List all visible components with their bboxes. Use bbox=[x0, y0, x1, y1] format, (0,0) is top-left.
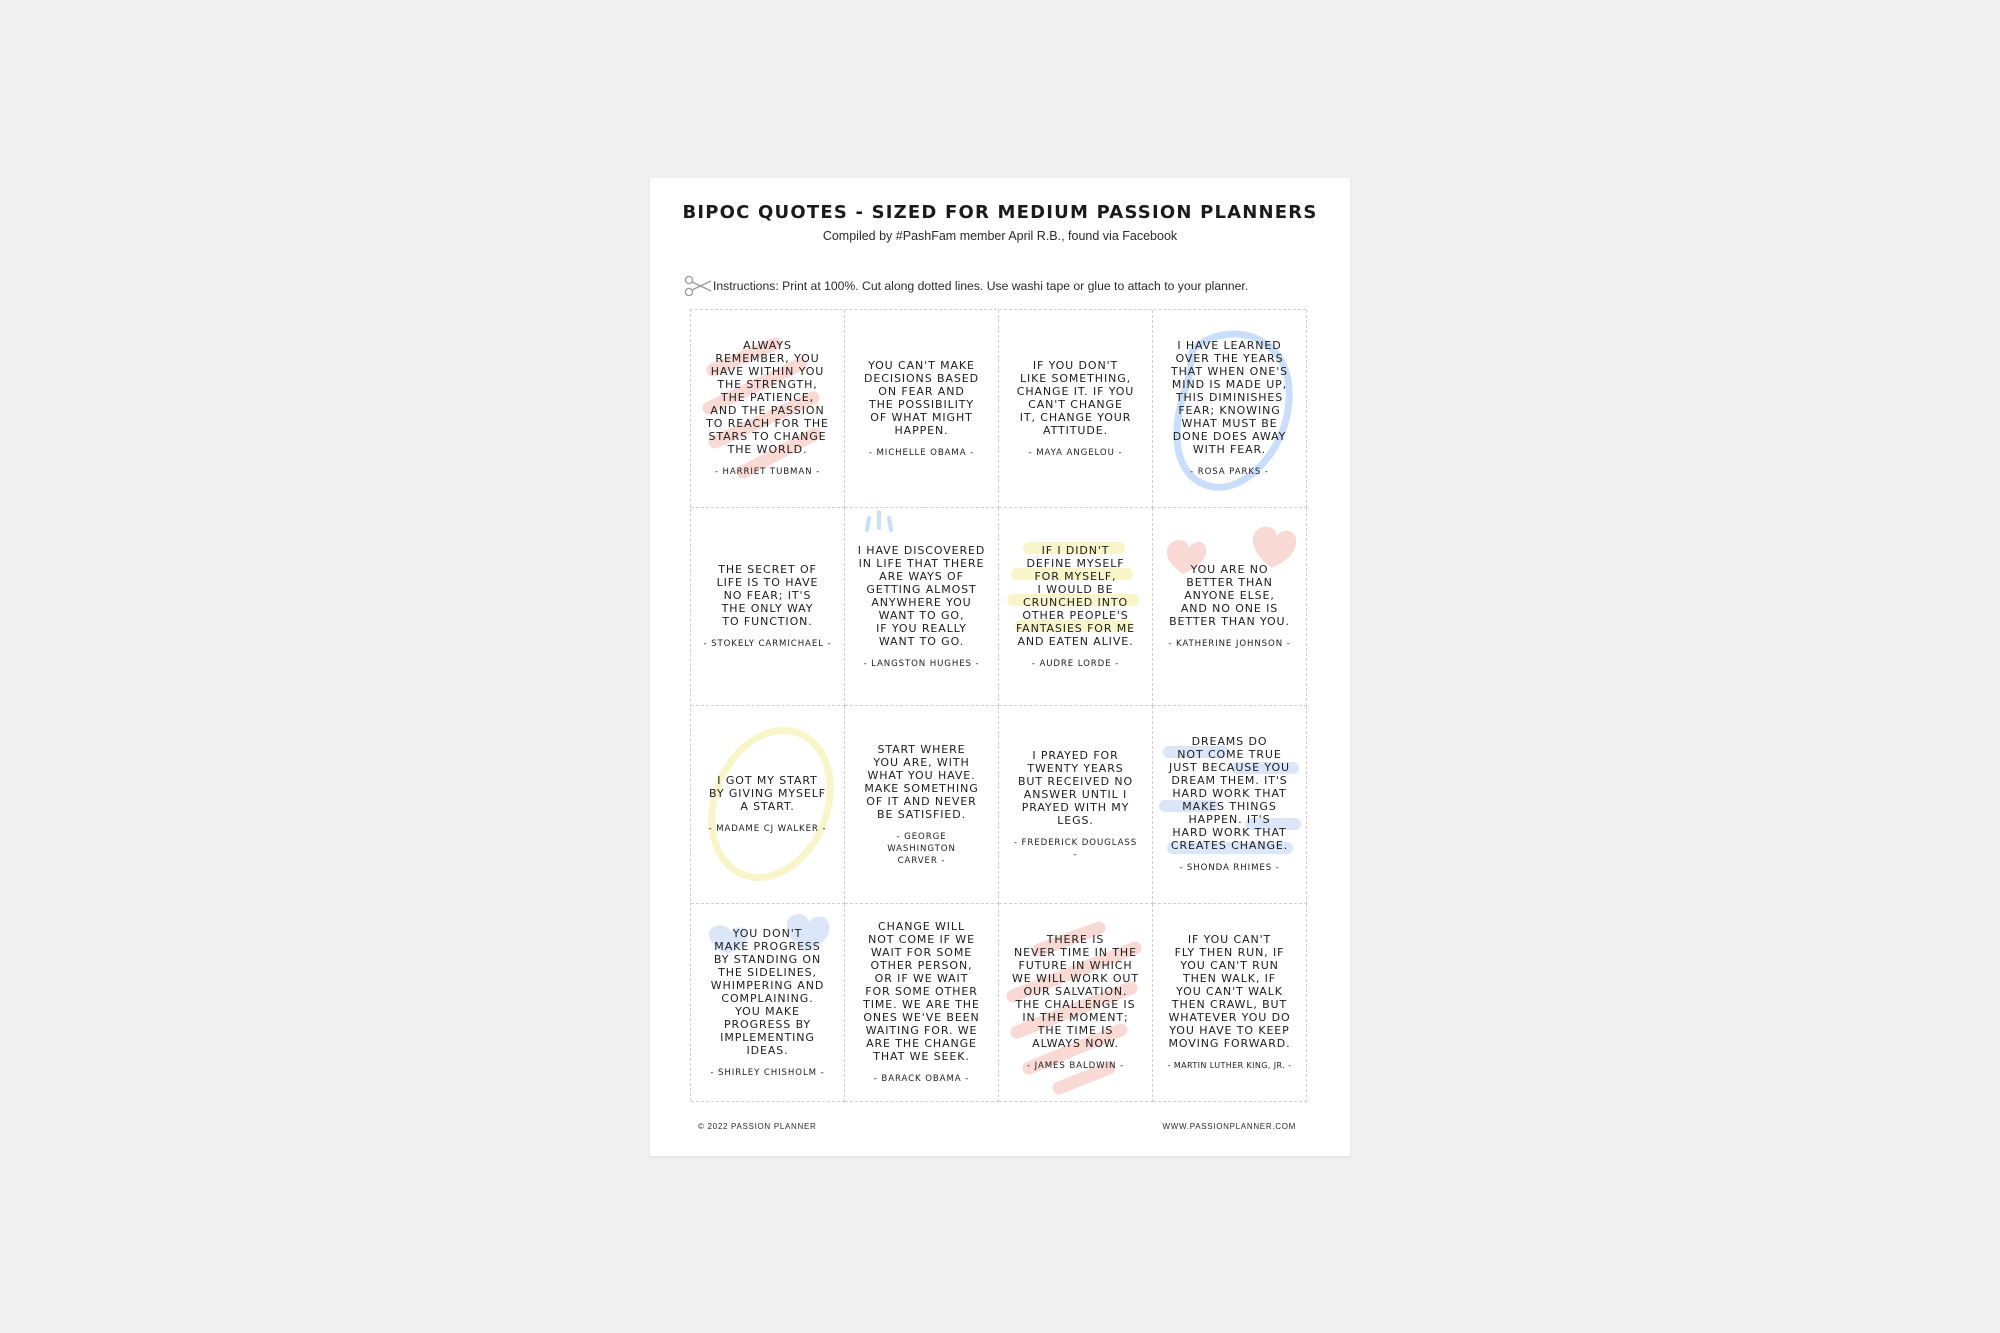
instructions-row bbox=[683, 274, 1323, 298]
quote-author: - KATHERINE JOHNSON - bbox=[1168, 639, 1291, 649]
instructions-text: Instructions: Print at 100%. Cut along dotted lines. Use washi tape or glue to attach to your planner. bbox=[713, 279, 1249, 293]
quote-author: - MAYA ANGELOU - bbox=[1028, 447, 1123, 458]
quote-text: START WHERE YOU ARE, WITH WHAT YOU HAVE. MAKE SOMETHING OF IT AND NEVER BE SATISFIED. bbox=[864, 742, 979, 821]
quote-text: I PRAYED FOR TWENTY YEARS BUT RECEIVED NO ANSWER UNTIL I PRAYED WITH MY LEGS. bbox=[1017, 748, 1134, 827]
quote-text: IF I DIDN'T DEFINE MYSELF FOR MYSELF, I WOULD BE CRUNCHED INTO OTHER PEOPLE'S FANTASIES FOR ME AND EATEN ALIVE. bbox=[1015, 543, 1136, 648]
quote-card-george-washington-carver bbox=[845, 706, 999, 904]
quote-card-rosa-parks bbox=[1153, 310, 1307, 508]
quote-card-martin-luther-king-jr bbox=[1153, 904, 1307, 1102]
quote-author: - SHIRLEY CHISHOLM - bbox=[710, 1067, 825, 1078]
page-title: BIPOC QUOTES - SIZED FOR MEDIUM PASSION PLANNERS bbox=[682, 202, 1318, 223]
quote-card-shonda-rhimes bbox=[1153, 706, 1307, 904]
quote-text: DREAMS DO NOT COME TRUE JUST BECAUSE YOU DREAM THEM. IT'S HARD WORK THAT MAKES THINGS HAPPEN. IT'S HARD WORK THAT CREATES CHANGE. bbox=[1169, 735, 1290, 852]
quote-text: I HAVE DISCOVERED IN LIFE THAT THERE ARE WAYS OF GETTING ALMOST ANYWHERE YOU WANT TO GO, IF YOU REALLY WANT TO GO. bbox=[857, 543, 986, 648]
quote-text: I HAVE LEARNED OVER THE YEARS THAT WHEN ONE'S MIND IS MADE UP, THIS DIMINISHES FEAR; KNOWING WHAT MUST BE DONE DOES AWAY WITH FEAR. bbox=[1170, 339, 1289, 456]
scissors-icon bbox=[683, 274, 713, 298]
quote-author: - ROSA PARKS - bbox=[1190, 467, 1269, 477]
quote-author: - MARTIN LUTHER KING, JR. - bbox=[1167, 1061, 1292, 1070]
quote-text: I GOT MY START BY GIVING MYSELF A START. bbox=[709, 774, 826, 813]
quote-author: - SHONDA RHIMES - bbox=[1179, 863, 1280, 873]
quote-text: ALWAYS REMEMBER, YOU HAVE WITHIN YOU THE STRENGTH, THE PATIENCE, AND THE PASSION TO REACH FOR THE STARS TO CHANGE THE WORLD. bbox=[706, 339, 829, 456]
quote-text: CHANGE WILL NOT COME IF WE WAIT FOR SOME OTHER PERSON, OR IF WE WAIT FOR SOME OTHER TIME. WE ARE THE ONES WE'VE BEEN WAITING FOR. WE ARE THE CHANGE THAT WE SEEK. bbox=[863, 920, 980, 1063]
page-subtitle: Compiled by #PashFam member April R.B., found via Facebook bbox=[822, 229, 1178, 243]
footer-copyright: © 2022 PASSION PLANNER bbox=[698, 1122, 817, 1131]
quote-text: YOU ARE NO BETTER THAN ANYONE ELSE, AND NO ONE IS BETTER THAN YOU. bbox=[1169, 563, 1290, 628]
quote-author: - AUDRE LORDE - bbox=[1031, 658, 1120, 669]
quote-card-harriet-tubman bbox=[691, 310, 845, 508]
quote-card-shirley-chisholm bbox=[691, 904, 845, 1102]
quote-author: - GEORGE WASHINGTON CARVER - bbox=[887, 831, 956, 866]
quote-card-madame-cj-walker bbox=[691, 706, 845, 904]
quote-author: - LANGSTON HUGHES - bbox=[863, 658, 980, 669]
quote-author: - HARRIET TUBMAN - bbox=[714, 467, 821, 477]
quote-card-michelle-obama bbox=[845, 310, 999, 508]
quote-card-james-baldwin bbox=[999, 904, 1153, 1102]
quote-card-maya-angelou bbox=[999, 310, 1153, 508]
quote-text: YOU DON'T MAKE PROGRESS BY STANDING ON THE SIDELINES, WHIMPERING AND COMPLAINING. YOU MAKE PROGRESS BY IMPLEMENTING IDEAS. bbox=[710, 926, 825, 1057]
quote-author: - MADAME CJ WALKER - bbox=[708, 824, 827, 834]
quote-text: IF YOU CAN'T FLY THEN RUN, IF YOU CAN'T RUN THEN WALK, IF YOU CAN'T WALK THEN CRAWL, BUT WHATEVER YOU DO YOU HAVE TO KEEP MOVING FORWARD. bbox=[1168, 933, 1291, 1050]
quote-text: THERE IS NEVER TIME IN THE FUTURE IN WHICH WE WILL WORK OUT OUR SALVATION. THE CHALLENGE IS IN THE MOMENT; THE TIME IS ALWAYS NOW. bbox=[1012, 933, 1139, 1050]
quote-card-katherine-johnson bbox=[1153, 508, 1307, 706]
quote-author: - BARACK OBAMA - bbox=[873, 1074, 970, 1084]
quote-text: YOU CAN'T MAKE DECISIONS BASED ON FEAR AND THE POSSIBILITY OF WHAT MIGHT HAPPEN. bbox=[864, 358, 979, 437]
quote-card-frederick-douglass bbox=[999, 706, 1153, 904]
quote-author: - JAMES BALDWIN - bbox=[1027, 1061, 1124, 1071]
quote-text: THE SECRET OF LIFE IS TO HAVE NO FEAR; IT'S THE ONLY WAY TO FUNCTION. bbox=[716, 563, 819, 628]
quote-author: - FREDERICK DOUGLASS - bbox=[1013, 837, 1138, 860]
quote-card-barack-obama bbox=[845, 904, 999, 1102]
quote-card-audre-lorde bbox=[999, 508, 1153, 706]
quote-text: IF YOU DON'T LIKE SOMETHING, CHANGE IT. IF YOU CAN'T CHANGE IT, CHANGE YOUR ATTITUDE. bbox=[1016, 358, 1135, 437]
quote-author: - MICHELLE OBAMA - bbox=[868, 447, 975, 458]
quote-card-langston-hughes bbox=[845, 508, 999, 706]
quote-card-stokely-carmichael bbox=[691, 508, 845, 706]
printable-sheet bbox=[650, 178, 1350, 1156]
quote-card-grid bbox=[690, 309, 1306, 1101]
quote-author: - STOKELY CARMICHAEL - bbox=[703, 639, 832, 649]
footer-website: WWW.PASSIONPLANNER.COM bbox=[1162, 1122, 1296, 1131]
